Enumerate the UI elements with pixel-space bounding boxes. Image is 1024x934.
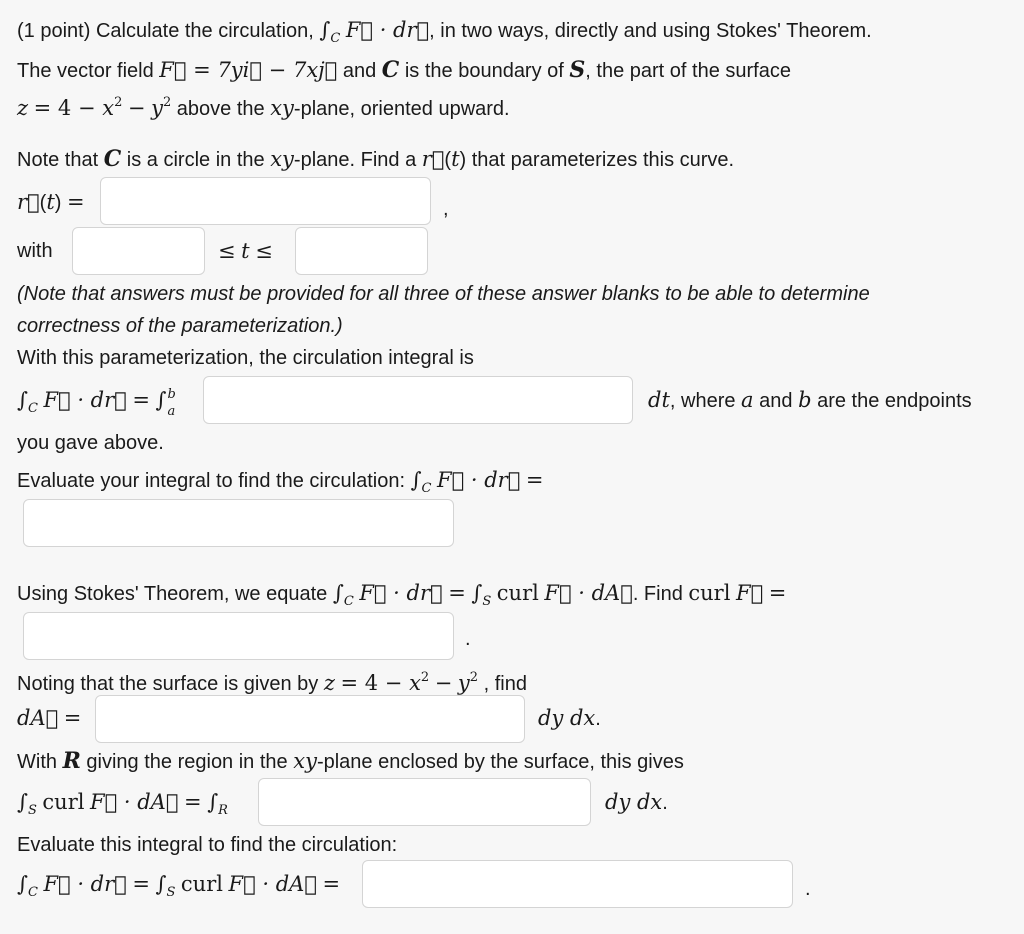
curl-input[interactable] — [23, 612, 454, 660]
final-period: . — [805, 878, 811, 900]
circulation-integral-text: With this parameterization, the circulation integral is — [17, 347, 474, 369]
comma-separator: , — [443, 198, 449, 220]
parameterization-note-1: (Note that answers must be provided for all three of these answer blanks to be able to determine — [17, 283, 870, 305]
region-line: With R giving the region in the xy-plane enclosed by the surface, this gives — [17, 748, 684, 774]
circulation-stokes-input[interactable] — [362, 860, 793, 908]
problem-statement-line-2: The vector field F⃗ = 7yi⃗ − 7xj⃗ and C is the boundary of S, the part of the surface — [17, 57, 791, 83]
circle-note: Note that C is a circle in the xy-plane. Find a r⃗(t) that parameterizes this curve. — [17, 146, 735, 172]
problem-statement-line-3: $z = 4 - x^2 - y^2$ above the xy-plane, oriented upward. — [17, 95, 510, 120]
r-label: r⃗(t) = — [17, 190, 85, 214]
t-lower-bound-input[interactable] — [72, 227, 205, 275]
with-label: with — [17, 240, 53, 262]
parameterization-note-2: correctness of the parameterization.) — [17, 315, 343, 337]
t-upper-bound-input[interactable] — [295, 227, 428, 275]
dA-label: dA⃗ = — [17, 706, 82, 730]
prompt-text: Calculate the circulation, — [95, 20, 314, 42]
integral-expression: $\int_C$ F⃗ · dr⃗ = ∫ b a — [17, 387, 176, 419]
methods-text: , in two ways, directly and using Stokes' Theorem. — [429, 20, 872, 42]
t-inequality: ≤ t ≤ — [218, 239, 273, 263]
dA-input[interactable] — [95, 695, 525, 743]
points-label: (1 point) — [17, 20, 91, 42]
stokes-integrand-input[interactable] — [258, 778, 591, 826]
stokes-dydx: dy dx. — [605, 790, 668, 814]
r-of-t-input[interactable] — [100, 177, 431, 225]
final-integral-label: $\int_C$ F⃗ · dr⃗ = $\int_S$ curl F⃗ · dA⃗ = — [17, 872, 341, 900]
field-text: The vector field — [17, 60, 154, 82]
surface-line: Noting that the surface is given by $z = 4 - x^2 - y^2$ , find — [17, 670, 527, 695]
curl-period: . — [465, 628, 471, 650]
evaluate-direct-text: Evaluate your integral to find the circulation: — [17, 470, 405, 492]
evaluate-stokes-text: Evaluate this integral to find the circulation: — [17, 834, 398, 856]
circulation-direct-input[interactable] — [23, 499, 454, 547]
problem-statement-line-1: (1 point) Calculate the circulation, $\int_C$ F⃗ · dr⃗, in two ways, directly and using Stokes' Theorem. — [17, 18, 872, 46]
dt-endpoints-text: dt, where a and b are the endpoints — [648, 388, 972, 412]
surface-integral-label: $\int_S$ curl F⃗ · dA⃗ = $\int_R$ — [17, 790, 228, 818]
integrand-input[interactable] — [203, 376, 633, 424]
evaluate-direct-line: Evaluate your integral to find the circulation: $\int_C$ F⃗ · dr⃗ = — [17, 468, 544, 496]
dA-dydx: dy dx. — [538, 706, 601, 730]
stokes-text: Using Stokes' Theorem, we equate — [17, 583, 328, 605]
stokes-line: Using Stokes' Theorem, we equate $\int_C$ F⃗ · dr⃗ = $\int_S$ curl F⃗ · dA⃗. Find curl F⃗ = — [17, 581, 787, 609]
you-gave-above-text: you gave above. — [17, 432, 164, 454]
vector-field-equation: F⃗ = 7yi⃗ − 7xj⃗ — [159, 58, 338, 82]
